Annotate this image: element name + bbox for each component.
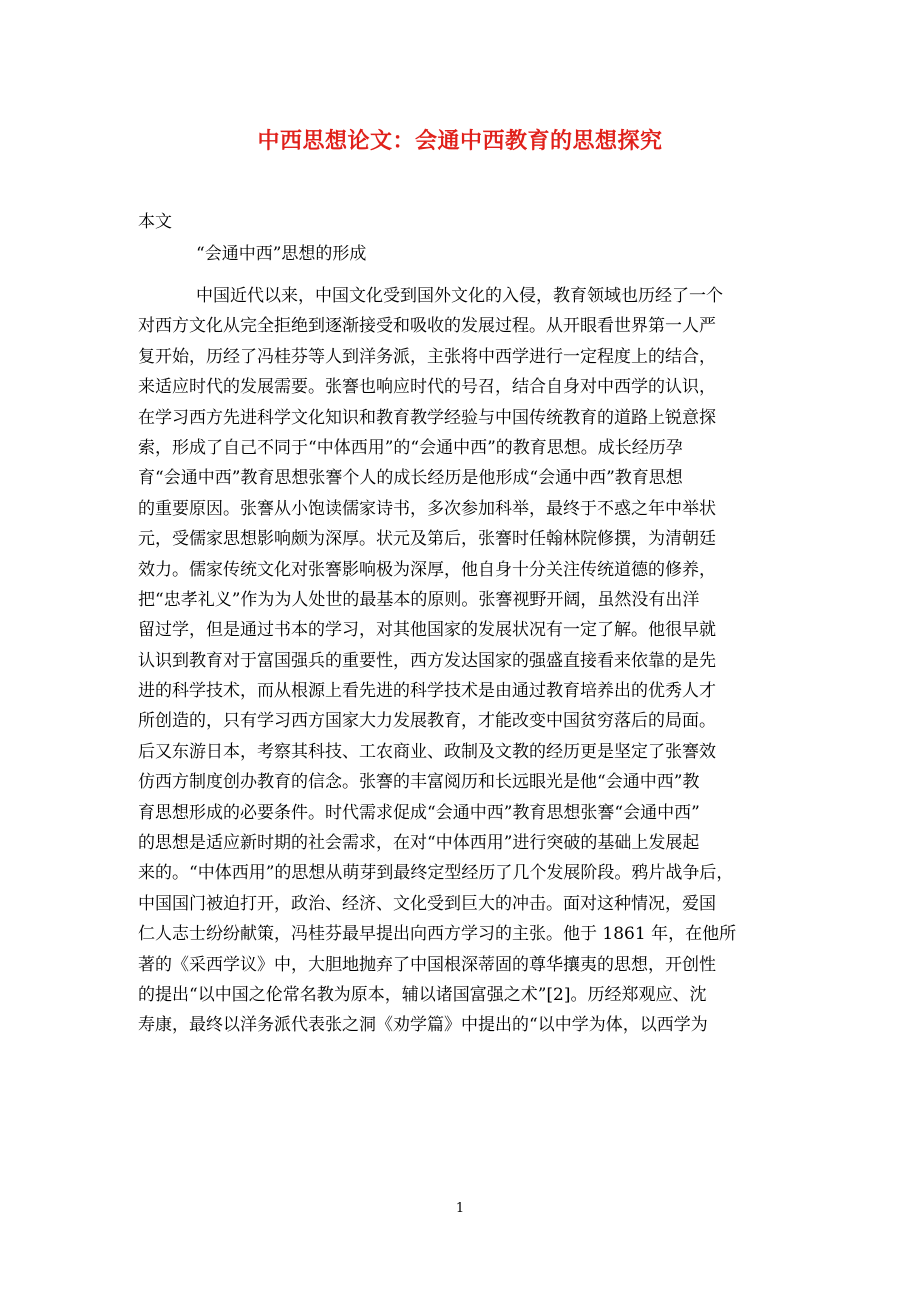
body-line: 的提出“以中国之伦常名教为原本，辅以诸国富强之术”[2]。历经郑观应、沈 [138, 984, 707, 1005]
body-line: 所创造的，只有学习西方国家大力发展教育，才能改变中国贫穷落后的局面。 [138, 711, 716, 732]
document-title: 中西思想论文：会通中西教育的思想探究 [257, 129, 663, 154]
body-line: 著的《采西学议》中，大胆地抛弃了中国根深蒂固的尊华攘夷的思想，开创性 [138, 954, 716, 975]
section-label: 本文 [138, 212, 172, 232]
section-subheading: “会通中西”思想的形成 [196, 244, 367, 264]
body-line: 后又东游日本，考察其科技、工农商业、政制及文教的经历更是坚定了张謇效 [138, 741, 716, 762]
body-line: 留过学，但是通过书本的学习，对其他国家的发展状况有一定了解。他很早就 [138, 620, 716, 641]
body-line: 仿西方制度创办教育的信念。张謇的丰富阅历和长远眼光是他“会通中西”教 [138, 772, 700, 793]
page-number: 1 [455, 1201, 465, 1216]
body-text [138, 281, 784, 1041]
body-line: 复开始，历经了冯桂芬等人到洋务派，主张将中西学进行一定程度上的结合， [138, 346, 716, 367]
body-line: 认识到教育对于富国强兵的重要性，西方发达国家的强盛直接看来依靠的是先 [138, 650, 716, 671]
body-line: 中国近代以来，中国文化受到国外文化的入侵，教育领域也历经了一个 [196, 286, 723, 306]
body-line: 效力。儒家传统文化对张謇影响极为深厚，他自身十分关注传统道德的修养， [138, 559, 716, 580]
body-line: 把“忠孝礼义”作为为人处世的最基本的原则。张謇视野开阔，虽然没有出洋 [138, 589, 700, 610]
body-line: 育思想形成的必要条件。时代需求促成“会通中西”教育思想张謇“会通中西” [138, 802, 700, 823]
body-line: 在学习西方先进科学文化知识和教育教学经验与中国传统教育的道路上锐意探 [138, 407, 716, 428]
body-line: 索，形成了自己不同于“中体西用”的“会通中西”的教育思想。成长经历孕 [138, 437, 683, 458]
body-line: 来适应时代的发展需要。张謇也响应时代的号召，结合自身对中西学的认识， [138, 377, 716, 398]
body-line: 元，受儒家思想影响颇为深厚。状元及第后，张謇时任翰林院修撰，为清朝廷 [138, 529, 716, 550]
body-line: 寿康，最终以洋务派代表张之洞《劝学篇》中提出的“以中学为体，以西学为 [138, 1015, 708, 1036]
body-line: 的思想是适应新时期的社会需求，在对“中体西用”进行突破的基础上发展起 [138, 833, 700, 854]
body-line: 来的。“中体西用”的思想从萌芽到最终定型经历了几个发展阶段。鸦片战争后， [138, 863, 734, 884]
body-line: 的重要原因。张謇从小饱读儒家诗书，多次参加科举，最终于不惑之年中举状 [138, 498, 716, 519]
body-line: 对西方文化从完全拒绝到逐渐接受和吸收的发展过程。从开眼看世界第一人严 [138, 316, 716, 337]
body-line: 进的科学技术，而从根源上看先进的科学技术是由通过教育培养出的优秀人才 [138, 681, 716, 702]
body-line: 中国国门被迫打开，政治、经济、文化受到巨大的冲击。面对这种情况，爱国 [138, 893, 716, 914]
body-line: 育“会通中西”教育思想张謇个人的成长经历是他形成“会通中西”教育思想 [138, 468, 683, 489]
body-line: 仁人志士纷纷献策，冯桂芬最早提出向西方学习的主张。他于 1861 年，在他所 [138, 924, 737, 945]
